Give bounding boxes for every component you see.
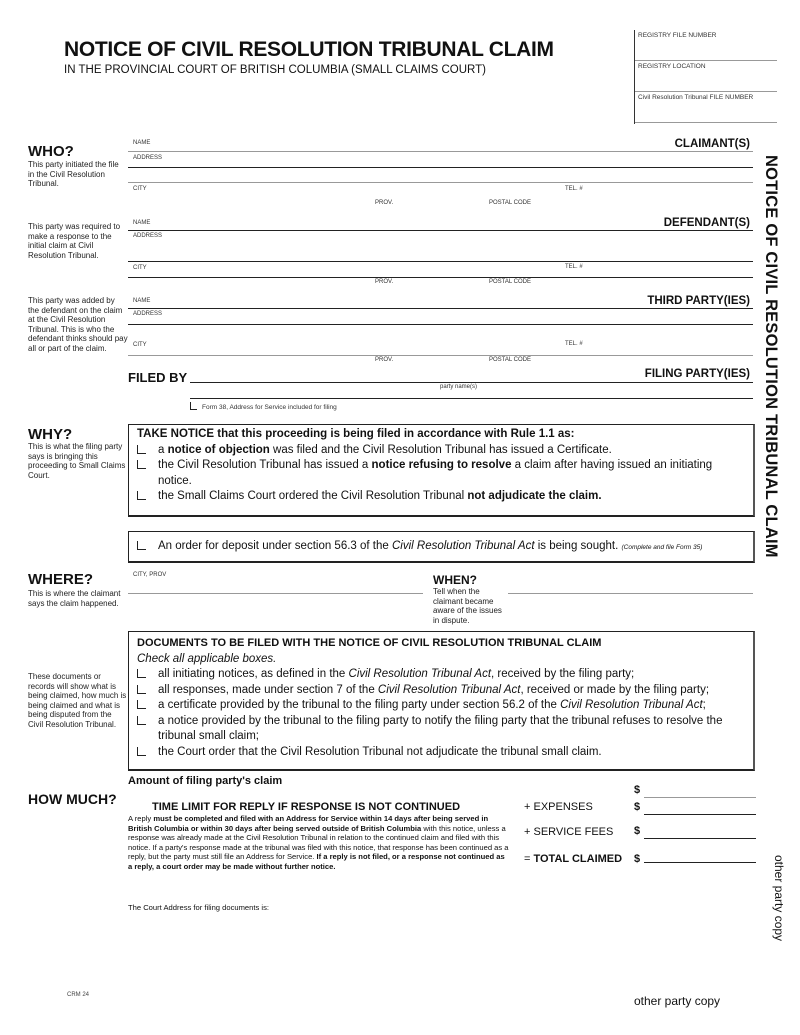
where-field[interactable] (128, 593, 423, 594)
when-field[interactable] (508, 593, 753, 594)
why-checkbox-objection[interactable] (137, 445, 146, 454)
time-limit-heading: TIME LIMIT FOR REPLY IF RESPONSE IS NOT CONTINUED (152, 801, 461, 813)
documents-description: These documents or records will show what is being claimed, how much is being claimed and what is being disputed from the Civil Resolution Tribunal. (28, 672, 127, 729)
why-option-objection[interactable] (137, 443, 753, 459)
service-fees-label: + SERVICE FEES (524, 826, 614, 838)
defendant-tel-label: TEL. # (565, 264, 583, 270)
when-description: Tell when the claimant became aware of the issues in dispute. (433, 587, 502, 625)
claimant-city-label: CITY (133, 186, 147, 192)
doc-checkbox-3[interactable] (137, 700, 146, 709)
doc-item-text: , received or made by the filing party; (520, 683, 710, 696)
party-names-label: party name(s) (440, 384, 478, 390)
time-limit-bold: If a reply is not filed, or a response not continued as a reply, a court order may be made without further notice. (128, 852, 505, 871)
claimant-postal-label: POSTAL CODE (489, 200, 532, 206)
time-limit-text (128, 814, 510, 872)
crt-file-number-label: Civil Resolution Tribunal FILE NUMBER (638, 94, 754, 101)
claimant-address-field[interactable] (128, 167, 753, 168)
copy-label: other party copy (634, 994, 721, 1008)
third-party-address-label: ADDRESS (133, 311, 163, 317)
claimant-description: This party initiated the file in the Civil Resolution Tribunal. (28, 160, 119, 188)
defendant-type-label: DEFENDANT(S) (663, 217, 750, 229)
filed-by-field[interactable] (190, 382, 753, 383)
doc-item-text: , received by the filing party; (491, 668, 635, 680)
expenses-label: + EXPENSES (524, 801, 593, 813)
doc-item-act: Civil Resolution Tribunal Act (348, 668, 492, 680)
form-title: NOTICE OF CIVIL RESOLUTION TRIBUNAL CLAIM (64, 38, 554, 61)
documents-heading: DOCUMENTS TO BE FILED WITH THE NOTICE OF CIVIL RESOLUTION TRIBUNAL CLAIM (137, 637, 602, 649)
form-code: CRM 24 (67, 992, 90, 998)
registry-file-number-label: REGISTRY FILE NUMBER (638, 32, 717, 39)
claimant-address-line2[interactable] (128, 182, 753, 183)
doc-item-initiating-notices[interactable] (137, 667, 753, 683)
claimant-name-label: NAME (133, 140, 151, 146)
filing-party-type-label: FILING PARTY(IES) (644, 368, 750, 380)
doc-checkbox-5[interactable] (137, 747, 146, 756)
why-option-text: the Civil Resolution Tribunal has issued a (158, 459, 372, 471)
third-party-description: This party was added by the defendant on the claim at the Civil Resolution Tribunal. This is who the defendant thinks should pay all or part of the claim. (28, 296, 128, 353)
documents-box (128, 631, 755, 771)
defendant-address-label: ADDRESS (133, 233, 163, 239)
why-option-text: a (158, 443, 168, 456)
how-much-heading: HOW MUCH? (28, 791, 117, 807)
total-claimed-field[interactable] (644, 862, 756, 863)
why-option-refusal[interactable] (137, 458, 753, 474)
documents-instruction: Check all applicable boxes. (137, 652, 277, 665)
why-option-text: the Small Claims Court ordered the Civil Resolution Tribunal (158, 490, 468, 502)
currency-symbol: $ (634, 784, 641, 796)
why-checkbox-not-adjudicate[interactable] (137, 491, 146, 500)
total-text: TOTAL CLAIMED (533, 853, 623, 865)
filed-by-line2[interactable] (190, 398, 753, 399)
defendant-city-field[interactable] (128, 277, 753, 278)
doc-item-text: a notice provided by the tribunal to the filing party to notify the filing party that the tribunal refuses to resolve the (158, 714, 723, 727)
form38-option[interactable] (190, 402, 337, 411)
form-subtitle: IN THE PROVINCIAL COURT OF BRITISH COLUMBIA (SMALL CLAIMS COURT) (64, 64, 486, 76)
defendant-prov-label: PROV. (375, 279, 394, 285)
deposit-note: (Complete and file Form 35) (621, 544, 703, 551)
registry-location-label: REGISTRY LOCATION (638, 63, 706, 70)
side-copy-label (770, 855, 790, 955)
registry-location-field[interactable] (635, 61, 777, 92)
total-prefix: = (524, 853, 534, 865)
doc-checkbox-2[interactable] (137, 685, 146, 694)
doc-item-responses[interactable] (137, 683, 753, 699)
when-heading: WHEN? (433, 573, 477, 587)
currency-symbol: $ (634, 825, 641, 837)
form38-checkbox[interactable] (190, 402, 197, 410)
third-party-city-label: CITY (133, 342, 147, 348)
currency-symbol: $ (634, 801, 641, 813)
time-limit-part: with this notice, unless a response was already made at the Civil Resolution Tribunal in relation to the continued claim and filed with this notice. If a party's response made at the tribunal was filed with this notice, that response has been continued as a reply, but the party must still file an Address for Service. (128, 823, 509, 862)
why-option-bold: notice refusing to resolve (371, 459, 512, 471)
why-option-text: a claim after having issued an initiating (511, 459, 713, 471)
why-option-bold: not adjudicate the claim. (467, 490, 602, 502)
third-party-prov-label: PROV. (375, 357, 394, 363)
why-option-not-adjudicate[interactable] (137, 489, 753, 505)
deposit-act-name: Civil Resolution Tribunal Act (391, 540, 535, 552)
why-option-refusal-cont: notice. (158, 474, 192, 487)
side-title-text: NOTICE OF CIVIL RESOLUTION TRIBUNAL CLAIM (762, 155, 780, 558)
claimant-type-label: CLAIMANT(S) (674, 138, 750, 150)
deposit-text: is being sought. (534, 540, 619, 552)
defendant-description: This party was required to make a response to the initial claim at Civil Resolution Tribunal. (28, 222, 121, 260)
registry-box (634, 30, 776, 124)
defendant-name-field[interactable] (128, 230, 753, 231)
third-party-name-field[interactable] (128, 308, 753, 309)
side-title (756, 155, 786, 655)
currency-symbol: $ (634, 853, 641, 865)
third-party-type-label: THIRD PARTY(IES) (647, 295, 750, 307)
doc-item-act: Civil Resolution Tribunal Act (377, 683, 521, 696)
third-party-name-label: NAME (133, 298, 151, 304)
third-party-city-field[interactable] (128, 355, 753, 356)
why-option-text: was filed and the Civil Resolution Tribunal has issued a Certificate. (269, 443, 612, 456)
doc-item-court-order[interactable] (137, 745, 753, 761)
registry-file-number-field[interactable] (635, 30, 777, 61)
take-notice-box (128, 424, 755, 517)
doc-item-act: Civil Resolution Tribunal Act (560, 699, 703, 711)
doc-checkbox-4[interactable] (137, 716, 146, 725)
doc-item-text: a certificate provided by the tribunal to the filing party under section 56.2 of the (158, 699, 561, 711)
doc-item-certificate[interactable] (137, 698, 753, 714)
side-copy-text: other party copy (772, 855, 786, 942)
time-limit-part: A reply (128, 814, 154, 823)
third-party-postal-label: POSTAL CODE (489, 357, 532, 363)
take-notice-intro: TAKE NOTICE that this proceeding is being filed in accordance with Rule 1.1 as: (137, 428, 575, 440)
expenses-field[interactable] (644, 814, 756, 815)
doc-item-text: all responses, made under section 7 of the (158, 683, 378, 696)
doc-item-refusal-notice[interactable] (137, 714, 753, 730)
amount-label: Amount of filing party's claim (128, 775, 283, 787)
defendant-address-field[interactable] (128, 261, 753, 262)
service-fees-field[interactable] (644, 838, 756, 839)
deposit-checkbox[interactable] (137, 541, 146, 550)
total-claimed-label (524, 853, 622, 865)
time-limit-bold: must be completed and filed with an Address for Service within 14 days after being served in British Columbia or within 30 days after being served outside of British Columbia (128, 814, 489, 833)
why-option-bold: notice of objection (167, 443, 270, 456)
doc-item-text: all initiating notices, as defined in the (158, 668, 349, 680)
doc-checkbox-1[interactable] (137, 669, 146, 678)
why-heading: WHY? (28, 426, 73, 443)
doc-item-refusal-notice-cont: tribunal small claim; (158, 730, 259, 742)
claim-amount-field[interactable] (644, 797, 756, 798)
deposit-box (128, 531, 755, 563)
filed-by-label: FILED BY (128, 370, 188, 385)
third-party-tel-label: TEL. # (565, 341, 583, 347)
crt-file-number-field[interactable] (635, 92, 777, 123)
deposit-option[interactable] (137, 539, 753, 556)
where-city-prov-label: CITY, PROV (133, 572, 167, 578)
defendant-name-label: NAME (133, 220, 151, 226)
doc-item-text: ; (702, 699, 706, 711)
claimant-name-field[interactable] (128, 151, 753, 152)
deposit-text: An order for deposit under section 56.3 of the (158, 540, 392, 552)
defendant-postal-label: POSTAL CODE (489, 279, 532, 285)
where-heading: WHERE? (28, 571, 93, 588)
form38-label: Form 38, Address for Service included for filing (202, 404, 337, 411)
claimant-prov-label: PROV. (375, 200, 394, 206)
court-address-label: The Court Address for filing documents is: (128, 903, 269, 912)
why-checkbox-refusal[interactable] (137, 460, 146, 469)
claimant-tel-label: TEL. # (565, 186, 583, 192)
claimant-address-label: ADDRESS (133, 155, 163, 161)
where-description: This is where the claimant says the claim happened. (28, 589, 121, 608)
third-party-address-field[interactable] (128, 324, 753, 325)
who-heading: WHO? (28, 143, 74, 160)
defendant-city-label: CITY (133, 265, 147, 271)
doc-item-text: the Court order that the Civil Resolution Tribunal not adjudicate the tribunal small claim. (158, 745, 602, 758)
why-description: This is what the filing party says is bringing this proceeding to Small Claims Court. (28, 442, 126, 480)
